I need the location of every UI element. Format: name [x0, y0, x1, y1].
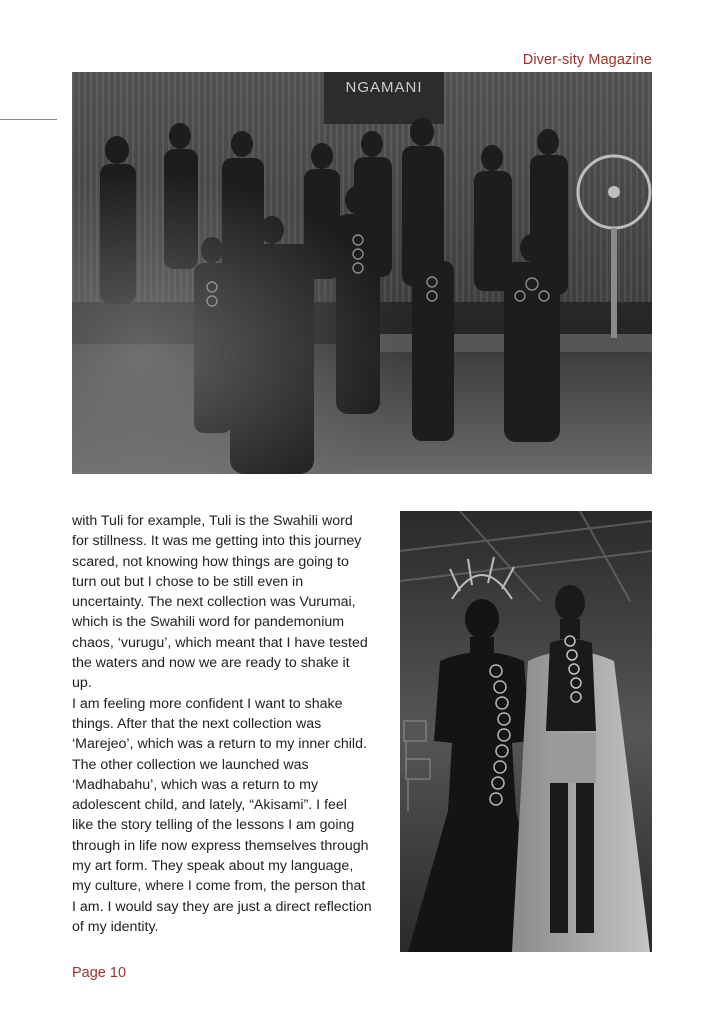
page-number: Page 10 — [72, 965, 127, 981]
magazine-title: Diver-sity Magazine — [522, 52, 652, 68]
article-paragraph: with Tuli for example, Tuli is the Swahili word for stillness. It was me getting into this journey scared, not knowing how things are going to turn out but I chose to be still even in uncertainty. The next collection was Vurumai, which is the Swahili word for pandemonium chaos, ‘vurugu’, which meant that I have tested the waters and now we are ready to shake it up. — [72, 513, 368, 692]
group-photo — [72, 72, 652, 474]
margin-rule — [0, 119, 57, 120]
portrait-photo — [400, 511, 652, 952]
article-paragraph: I am feeling more confident I want to shake things. After that the next collection was ‘Marejeo’, which was a return to my inner child. The other collection we launched was ‘Madhabahu’, which was a return to my adolescent child, and lately, “Akisami”. I feel like the story telling of the lessons I am going through in life now express themselves through my art form. They speak about my language, my culture, where I come from, the person that I am. I would say they are just a direct reflection of my identity. — [72, 695, 372, 935]
article-body — [72, 511, 372, 937]
